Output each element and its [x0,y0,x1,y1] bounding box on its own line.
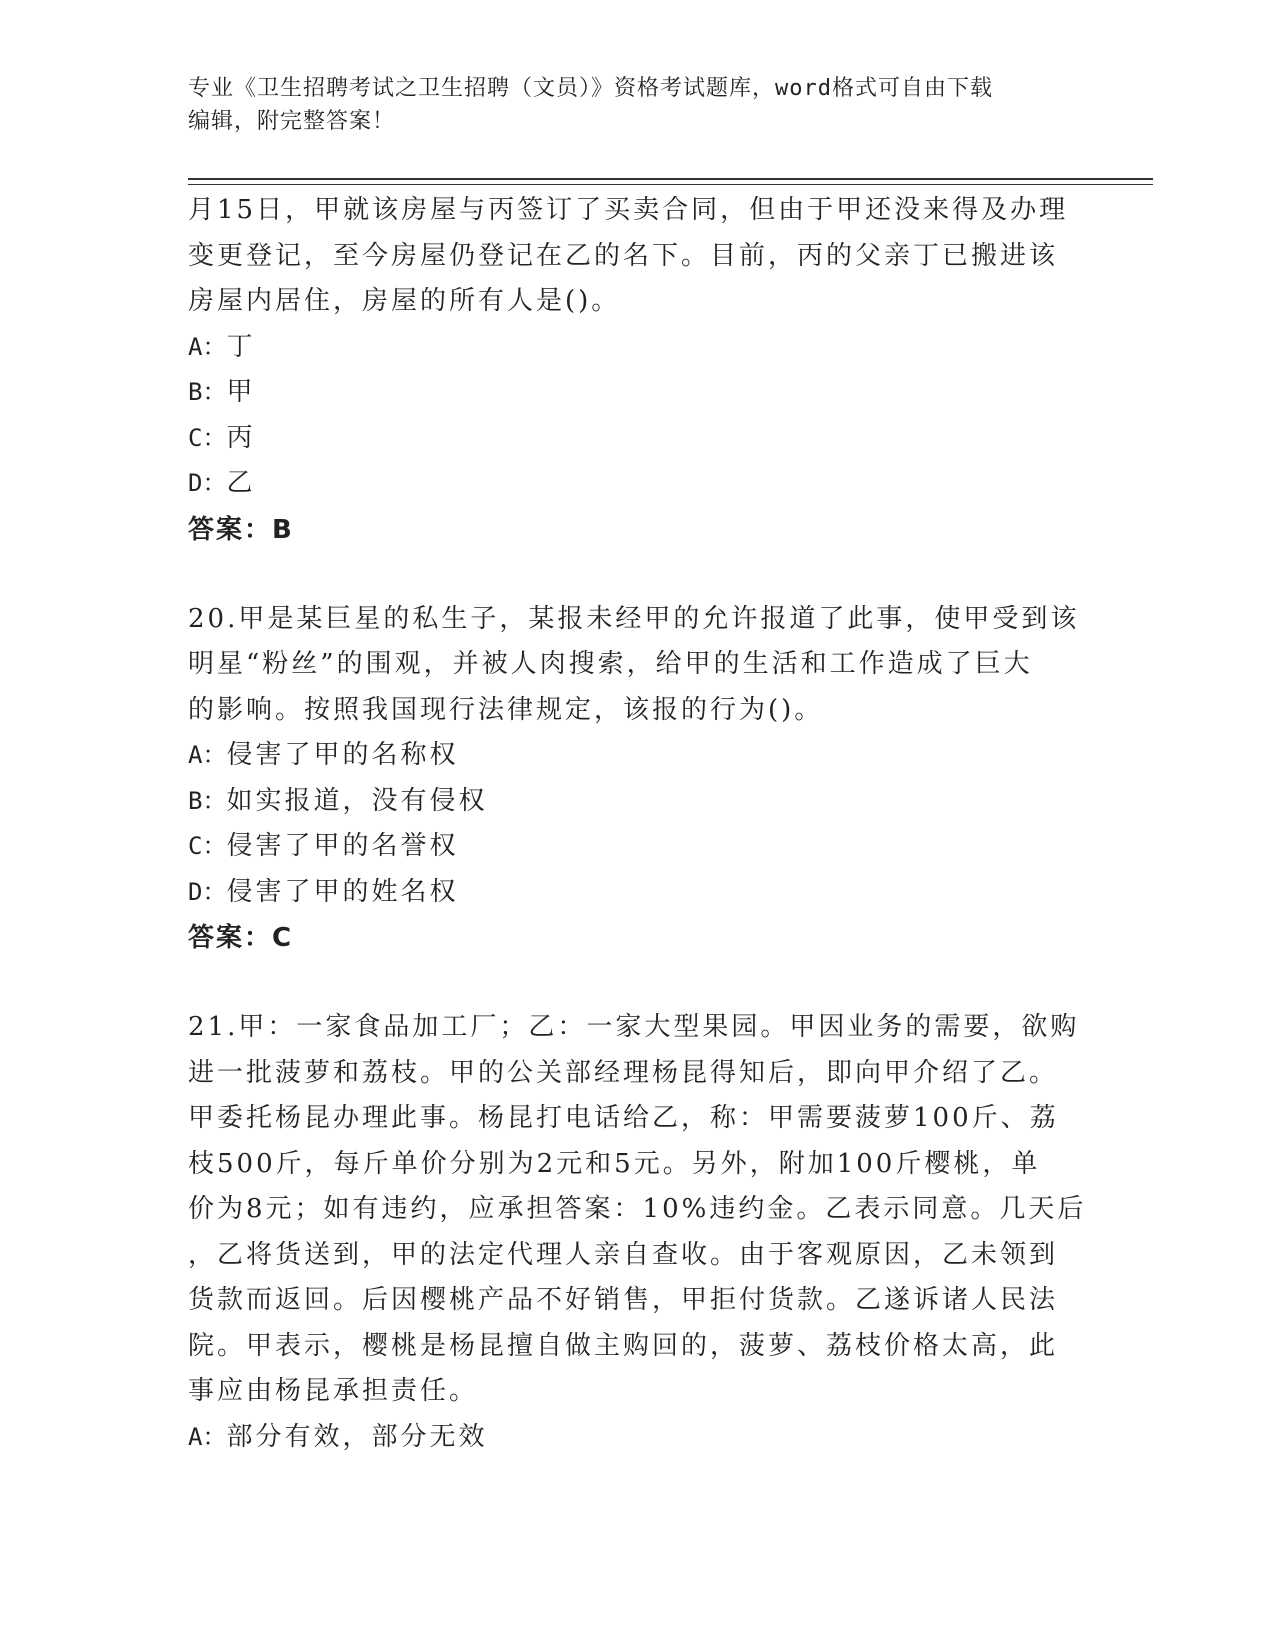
question-text-line: 院。甲表示，樱桃是杨昆擅自做主购回的，菠萝、荔枝价格太高，此 [188,1330,1059,1361]
document-header [188,72,1088,138]
header-line-2: 编辑，附完整答案！ [188,109,396,134]
option-text: 丙 [226,422,256,453]
option-text: 侵害了甲的名称权 [226,740,459,770]
option-letter: D： [188,469,227,497]
option-d [188,461,1088,507]
question-text-line: 变更登记，至今房屋仍登记在乙的名下。目前，丙的父亲丁已搬进该 [188,240,1059,271]
option-text: 甲 [226,377,256,407]
option-text: 侵害了甲的姓名权 [226,876,459,907]
option-text: 乙 [226,468,256,498]
option-letter: C： [188,423,227,452]
option-a [188,325,1088,371]
header-divider-thick [188,178,1153,180]
answer-line: 答案：B [188,514,294,545]
answer-line: 答案：C [188,923,294,953]
question-text-line: 价为8元；如有违约，应承担答案：10%违约金。乙表示同意。几天后 [188,1194,1087,1224]
option-letter: A： [188,741,227,769]
spacer [188,553,1088,597]
option-b [188,370,1088,416]
question-text-line: 房屋内居住，房屋的所有人是()。 [188,286,621,316]
option-letter: C： [188,832,227,860]
option-a [188,733,1088,779]
question-text-line: ，乙将货送到，甲的法定代理人亲自查收。由于客观原因，乙未领到 [188,1239,1059,1270]
header-divider-thin [188,184,1153,185]
question-text-line: 甲委托杨昆办理此事。杨昆打电话给乙，称：甲需要菠萝100斤、荔 [188,1103,1059,1133]
option-a [188,1415,1088,1461]
question-text-line: 事应由杨昆承担责任。 [188,1376,479,1406]
question-19 [188,188,1088,553]
question-text-line: 的影响。按照我国现行法律规定，该报的行为()。 [188,694,824,725]
question-text-line: 明星“粉丝”的围观，并被人肉搜索，给甲的生活和工作造成了巨大 [188,649,1033,679]
question-text-line: 20.甲是某巨星的私生子，某报未经甲的允许报道了此事，使甲受到该 [188,603,1080,634]
option-letter: B： [188,378,227,406]
option-d [188,870,1088,916]
option-letter: A： [188,1422,227,1451]
option-text: 侵害了甲的名誉权 [226,831,459,861]
question-text-line: 货款而返回。后因樱桃产品不好销售，甲拒付货款。乙遂诉诸人民法 [188,1285,1059,1315]
question-text-line: 进一批菠萝和荔枝。甲的公关部经理杨昆得知后，即向甲介绍了乙。 [188,1057,1059,1088]
option-letter: D： [188,877,227,906]
question-21 [188,1005,1088,1460]
option-b [188,779,1088,825]
option-c [188,416,1088,462]
header-line-1: 专业《卫生招聘考试之卫生招聘（文员）》资格考试题库，word格式可自由下载 [188,76,993,101]
option-letter: A： [188,332,227,361]
option-text: 丁 [226,331,256,362]
option-text: 如实报道，没有侵权 [226,785,488,816]
question-text-line: 21.甲：一家食品加工厂；乙：一家大型果园。甲因业务的需要，欲购 [188,1012,1080,1042]
option-c [188,824,1088,870]
option-letter: B： [188,786,227,815]
question-20 [188,597,1088,962]
spacer [188,961,1088,1005]
option-text: 部分有效，部分无效 [226,1421,488,1452]
document-body [188,188,1088,1460]
question-text-line: 月15日，甲就该房屋与丙签订了买卖合同，但由于甲还没来得及办理 [188,195,1069,225]
question-text-line: 枝500斤，每斤单价分别为2元和5元。另外，附加100斤樱桃，单 [188,1148,1041,1179]
